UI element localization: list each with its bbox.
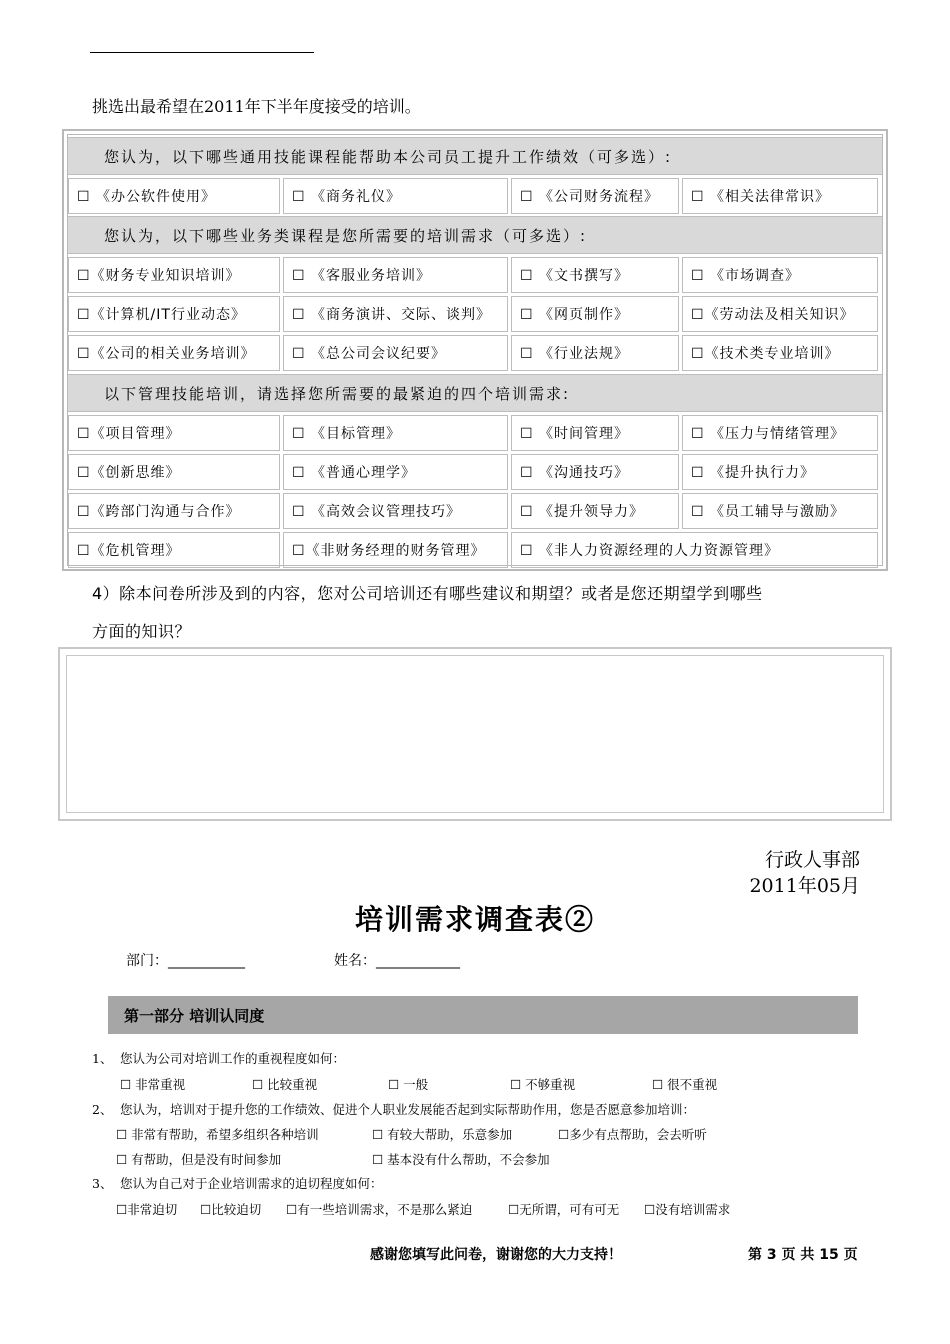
option-cell[interactable]: ☐ 《文书撰写》	[511, 257, 679, 293]
q1-option[interactable]: ☐ 一般	[388, 1077, 429, 1092]
signature-date: 2011年05月	[749, 875, 860, 897]
option-cell[interactable]: ☐ 《时间管理》	[511, 415, 679, 451]
q1-text: 您认为公司对培训工作的重视程度如何：	[120, 1051, 346, 1066]
option-cell[interactable]: ☐《财务专业知识培训》	[68, 257, 280, 293]
table-row	[68, 296, 882, 332]
option-cell[interactable]: ☐《计算机/IT行业动态》	[68, 296, 280, 332]
q3-option[interactable]: ☐非常迫切	[116, 1202, 178, 1217]
option-cell[interactable]: ☐《劳动法及相关知识》	[682, 296, 878, 332]
q2-option[interactable]: ☐ 基本没有什么帮助，不会参加	[372, 1152, 550, 1167]
option-cell[interactable]: ☐ 《目标管理》	[283, 415, 508, 451]
table-row	[68, 257, 882, 293]
q3-option[interactable]: ☐比较迫切	[200, 1202, 262, 1217]
training-options-table	[62, 129, 888, 571]
option-business-etiquette[interactable]: ☐ 《商务礼仪》	[283, 178, 508, 214]
table-row	[68, 415, 882, 451]
option-cell[interactable]: ☐ 《员工辅导与激励》	[682, 493, 878, 529]
table-row	[68, 493, 882, 529]
option-office-software[interactable]: ☐ 《办公软件使用》	[68, 178, 280, 214]
option-cell[interactable]: ☐ 《总公司会议纪要》	[283, 335, 508, 371]
question-4-line1: 4）除本问卷所涉及到的内容，您对公司培训还有哪些建议和期望？或者是您还期望学到哪些	[92, 584, 763, 603]
section-header-management-skills: 以下管理技能培训，请选择您所需要的最紧迫的四个培训需求:	[68, 374, 882, 412]
top-divider-line	[90, 52, 314, 53]
option-cell[interactable]: ☐《危机管理》	[68, 532, 280, 568]
table-row	[68, 178, 882, 214]
q2-text: 您认为，培训对于提升您的工作绩效、促进个人职业发展能否起到实际帮助作用，您是否愿意参加培训：	[120, 1102, 696, 1117]
q2-option[interactable]: ☐ 非常有帮助，希望多组织各种培训	[116, 1127, 319, 1142]
option-cell[interactable]: ☐ 《提升领导力》	[511, 493, 679, 529]
question-4	[92, 575, 763, 651]
q3-text: 您认为自己对于企业培训需求的迫切程度如何：	[120, 1176, 383, 1191]
option-cell[interactable]: ☐ 《行业法规》	[511, 335, 679, 371]
option-cell[interactable]: ☐《项目管理》	[68, 415, 280, 451]
table-row	[68, 532, 882, 568]
option-cell[interactable]: ☐ 《商务演讲、交际、谈判》	[283, 296, 508, 332]
q1-option[interactable]: ☐ 非常重视	[120, 1077, 186, 1092]
option-cell[interactable]: ☐ 《沟通技巧》	[511, 454, 679, 490]
q1-option[interactable]: ☐ 比较重视	[252, 1077, 318, 1092]
page-number: 第 3 页 共 15 页	[748, 1247, 858, 1263]
option-finance-process[interactable]: ☐ 《公司财务流程》	[511, 178, 679, 214]
option-cell[interactable]: ☐《公司的相关业务培训》	[68, 335, 280, 371]
option-cell[interactable]: ☐ 《市场调查》	[682, 257, 878, 293]
option-cell[interactable]: ☐ 《提升执行力》	[682, 454, 878, 490]
option-cell[interactable]: ☐《非财务经理的财务管理》	[283, 532, 508, 568]
q2-number: 2、	[92, 1102, 113, 1117]
table-row	[68, 454, 882, 490]
q3-option[interactable]: ☐有一些培训需求，不是那么紧迫	[286, 1202, 473, 1217]
suggestions-textarea[interactable]	[58, 647, 892, 821]
section-header-general-skills: 您认为，以下哪些通用技能课程能帮助本公司员工提升工作绩效（可多选）:	[68, 137, 882, 175]
section-header-business-courses: 您认为，以下哪些业务类课程是您所需要的培训需求（可多选）:	[68, 216, 882, 254]
signature-block	[749, 847, 860, 899]
option-cell[interactable]: ☐ 《非人力资源经理的人力资源管理》	[511, 532, 878, 568]
suggestions-textarea-inner	[66, 655, 884, 813]
q2-option[interactable]: ☐多少有点帮助，会去听听	[558, 1127, 707, 1142]
footer-thanks: 感谢您填写此问卷，谢谢您的大力支持！	[370, 1247, 622, 1263]
q2-option[interactable]: ☐ 有帮助，但是没有时间参加	[116, 1152, 282, 1167]
option-cell[interactable]: ☐ 《压力与情绪管理》	[682, 415, 878, 451]
q3-option[interactable]: ☐没有培训需求	[644, 1202, 731, 1217]
q1-option[interactable]: ☐ 很不重视	[652, 1077, 718, 1092]
option-cell[interactable]: ☐ 《客服业务培训》	[283, 257, 508, 293]
question-4-line2: 方面的知识？	[92, 622, 192, 641]
q3-number: 3、	[92, 1176, 113, 1191]
name-field[interactable]: 姓名：____________	[334, 953, 460, 969]
form-title: 培训需求调查表②	[354, 903, 595, 936]
option-cell[interactable]: ☐《技术类专业培训》	[682, 335, 878, 371]
option-cell[interactable]: ☐ 《高效会议管理技巧》	[283, 493, 508, 529]
option-legal-knowledge[interactable]: ☐ 《相关法律常识》	[682, 178, 878, 214]
option-cell[interactable]: ☐《创新思维》	[68, 454, 280, 490]
intro-text: 挑选出最希望在2011年下半年度接受的培训。	[92, 97, 421, 116]
dept-field[interactable]: 部门：___________	[126, 953, 245, 969]
q1-option[interactable]: ☐ 不够重视	[510, 1077, 576, 1092]
q3-option[interactable]: ☐无所谓，可有可无	[508, 1202, 620, 1217]
part-one-header: 第一部分 培训认同度	[108, 996, 858, 1034]
option-cell[interactable]: ☐ 《普通心理学》	[283, 454, 508, 490]
signature-dept: 行政人事部	[764, 849, 860, 871]
option-cell[interactable]: ☐《跨部门沟通与合作》	[68, 493, 280, 529]
table-row	[68, 335, 882, 371]
option-cell[interactable]: ☐ 《网页制作》	[511, 296, 679, 332]
q1-number: 1、	[92, 1051, 113, 1066]
q2-option[interactable]: ☐ 有较大帮助，乐意参加	[372, 1127, 513, 1142]
